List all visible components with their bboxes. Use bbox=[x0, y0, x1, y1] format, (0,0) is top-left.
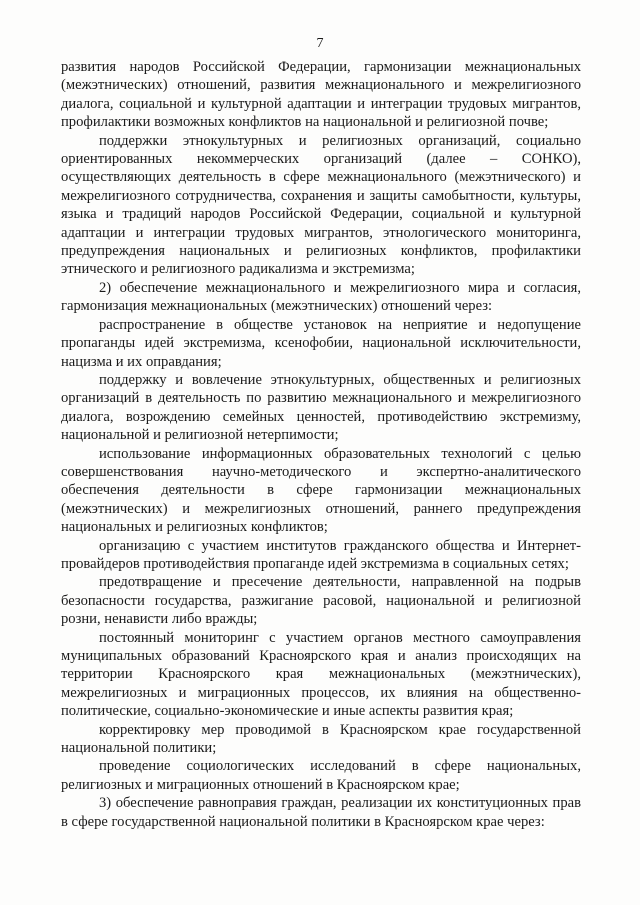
paragraph-5: поддержку и вовлечение этнокультурных, общественных и религиозных организаций в деятельность по развитию межнационального и межрелигиозного диалога, возрождению семейных ценностей, противодействию экстремизму, национальной и религиозной нетерпимости; bbox=[61, 371, 581, 444]
document-body bbox=[61, 58, 581, 831]
paragraph-8: предотвращение и пресечение деятельности, направленной на подрыв безопасности государства, разжигание расовой, национальной и религиозной розни, ненависти либо вражды; bbox=[61, 574, 581, 628]
page-number: 7 bbox=[316, 36, 324, 51]
paragraph-6: использование информационных образовательных технологий с целью совершенствования научно-методического и экспертно-аналитического обеспечения деятельности в сфере гармонизации межнациональных (межэтнических) и межрелигиозных отношений, раннего предупреждения национальных и религиозных конфликтов; bbox=[61, 445, 581, 536]
paragraph-4: распространение в обществе установок на неприятие и недопущение пропаганды идей экстремизма, ксенофобии, национальной исключительности, нацизма и их оправдания; bbox=[61, 316, 581, 370]
paragraph-3: 2) обеспечение межнационального и межрелигиозного мира и согласия, гармонизация межнациональных (межэтнических) отношений через: bbox=[61, 279, 581, 315]
paragraph-12: 3) обеспечение равноправия граждан, реализации их конституционных прав в сфере государственной национальной политики в Красноярском крае через: bbox=[61, 795, 581, 830]
paragraph-1: развития народов Российской Федерации, гармонизации межнациональных (межэтнических) отношений, развития межнационального и межрелигиозного диалога, социальной и культурной адаптации и интеграции трудовых мигрантов, профилактики возможных конфликтов на национальной и религиозной почве; bbox=[61, 59, 581, 131]
paragraph-2: поддержки этнокультурных и религиозных организаций, социально ориентированных некоммерческих организаций (далее – СОНКО), осуществляющих деятельность в сфере межнационального (межэтнического) и межрелигиозного сотрудничества, сохранения и защиты самобытности, культуры, языка и традиций народов Российской Федерации, социальной и культурной адаптации и интеграции трудовых мигрантов, этнологического мониторинга, предупреждения национальных и религиозных конфликтов, профилактики этнического и религиозного радикализма и экстремизма; bbox=[61, 132, 581, 278]
paragraph-9: постоянный мониторинг с участием органов местного самоуправления муниципальных образований Красноярского края и анализ происходящих на территории Красноярского края межнациональных (межэтнических), межрелигиозных и миграционных процессов, их влияния на общественно-политические, социально-экономические и иные аспекты развития края; bbox=[61, 629, 581, 720]
paragraph-7: организацию с участием институтов гражданского общества и Интернет-провайдеров противодействия пропаганде идей экстремизма в социальных сетях; bbox=[61, 537, 581, 572]
paragraph-11: проведение социологических исследований в сфере национальных, религиозных и миграционных отношений в Красноярском крае; bbox=[61, 758, 581, 793]
paragraph-10: корректировку мер проводимой в Красноярском крае государственной национальной политики; bbox=[61, 721, 581, 757]
